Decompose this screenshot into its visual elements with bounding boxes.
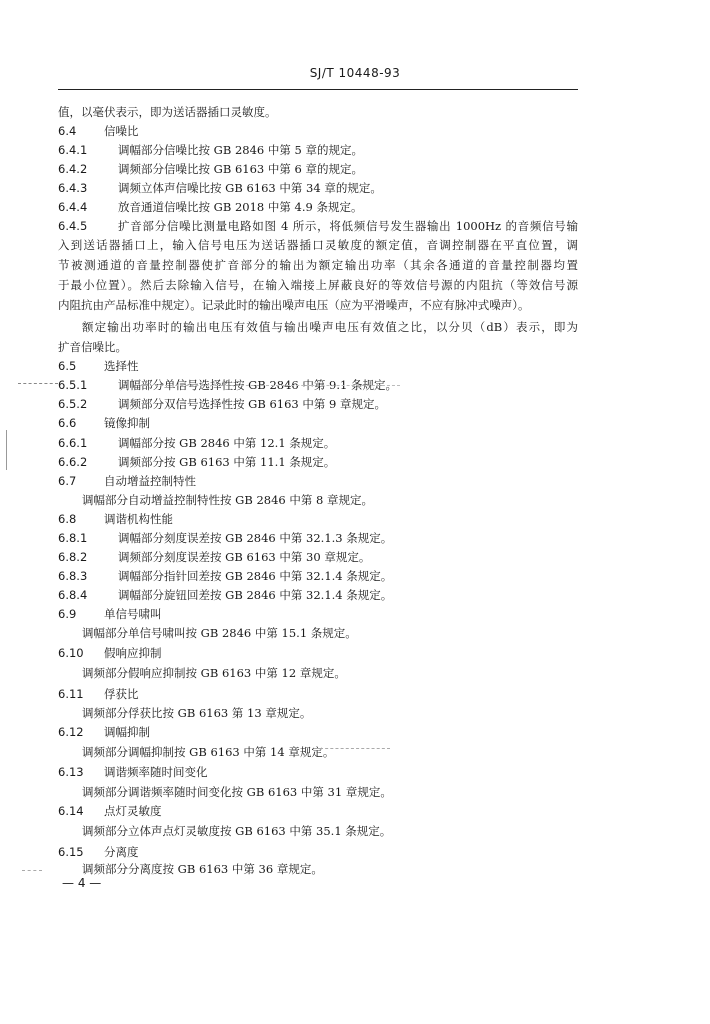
clause-text: 调频部分假响应抑制按 GB 6163 中第 12 章规定。 bbox=[82, 666, 346, 680]
section-heading bbox=[58, 687, 139, 701]
clause bbox=[58, 569, 392, 583]
clause-text: 单信号啸叫 bbox=[104, 607, 162, 621]
clause-text: 调频部分调谐频率随时间变化按 GB 6163 中第 31 章规定。 bbox=[82, 785, 392, 799]
scan-artifact bbox=[140, 385, 400, 386]
clause-number: 6.5 bbox=[58, 359, 77, 373]
clause-number: 6.8.3 bbox=[58, 569, 88, 583]
paragraph-line bbox=[82, 706, 311, 720]
clause-text: 调幅部分自动增益控制特性按 GB 2846 中第 8 章规定。 bbox=[82, 493, 373, 507]
section-heading bbox=[58, 512, 173, 526]
clause-text: 调幅部分按 GB 2846 中第 12.1 条规定。 bbox=[118, 436, 336, 450]
clause bbox=[58, 455, 335, 469]
clause-number: 6.6.2 bbox=[58, 455, 88, 469]
clause-number: 6.7 bbox=[58, 474, 77, 488]
clause-text: 假响应抑制 bbox=[104, 646, 162, 660]
paragraph-line bbox=[82, 666, 346, 680]
paragraph-line bbox=[58, 298, 530, 312]
clause-number: 6.4.2 bbox=[58, 162, 88, 176]
clause bbox=[58, 200, 362, 214]
scan-artifact bbox=[22, 870, 42, 871]
clause bbox=[58, 436, 335, 450]
header-rule bbox=[58, 89, 578, 90]
paragraph-line bbox=[82, 745, 334, 759]
clause-text: 扩音部分信噪比测量电路如图 4 所示，将低频信号发生器输出 1000Hz 的音频信号输 bbox=[118, 219, 578, 233]
clause-text: 自动增益控制特性 bbox=[104, 474, 196, 488]
clause-text: 俘获比 bbox=[104, 687, 139, 701]
clause-number: 6.13 bbox=[58, 765, 84, 779]
clause-text: 调幅部分单信号啸叫按 GB 2846 中第 15.1 条规定。 bbox=[82, 626, 357, 640]
clause-text: 调幅部分旋钮回差按 GB 2846 中第 32.1.4 条规定。 bbox=[118, 588, 393, 602]
clause-text: 调幅部分指针回差按 GB 2846 中第 32.1.4 条规定。 bbox=[118, 569, 393, 583]
clause-number: 6.14 bbox=[58, 804, 84, 818]
clause-text: 调频立体声信噪比按 GB 6163 中第 34 章的规定。 bbox=[118, 181, 382, 195]
scan-artifact bbox=[18, 383, 58, 384]
clause-number: 6.9 bbox=[58, 607, 77, 621]
clause-text: 调频部分调幅抑制按 GB 6163 中第 14 章规定。 bbox=[82, 745, 335, 759]
clause-text: 调频部分双信号选择性按 GB 6163 中第 9 章规定。 bbox=[118, 397, 386, 411]
clause-text: 调频部分刻度误差按 GB 6163 中第 30 章规定。 bbox=[118, 550, 371, 564]
clause-text: 信噪比 bbox=[104, 124, 139, 138]
section-heading bbox=[58, 845, 139, 859]
clause-number: 6.10 bbox=[58, 646, 84, 660]
clause-number: 6.4.3 bbox=[58, 181, 88, 195]
clause-text: 值，以毫伏表示，即为送话器插口灵敏度。 bbox=[58, 105, 277, 119]
clause-number: 6.4.1 bbox=[58, 143, 88, 157]
clause-text: 调幅抑制 bbox=[104, 725, 150, 739]
section-heading bbox=[58, 359, 139, 373]
clause-text: 选择性 bbox=[104, 359, 139, 373]
clause-number: 6.6.1 bbox=[58, 436, 88, 450]
clause-text: 扩音信噪比。 bbox=[58, 340, 127, 354]
clause-text: 入到送话器插口上，输入信号电压为送话器插口灵敏度的额定值，音调控制器在平直位置，调 bbox=[58, 238, 578, 252]
paragraph-line bbox=[82, 785, 392, 799]
clause-text: 调频部分按 GB 6163 中第 11.1 条规定。 bbox=[118, 455, 336, 469]
paragraph-line bbox=[58, 340, 127, 354]
paragraph-line bbox=[82, 320, 578, 334]
section-heading bbox=[58, 765, 208, 779]
clause-number: 6.8.2 bbox=[58, 550, 88, 564]
clause-text: 调幅部分信噪比按 GB 2846 中第 5 章的规定。 bbox=[118, 143, 363, 157]
section-heading bbox=[58, 416, 150, 430]
clause bbox=[58, 162, 363, 176]
clause bbox=[58, 143, 363, 157]
page-header: SJ/T 10448-93 bbox=[309, 66, 401, 80]
clause-text: 调幅部分刻度误差按 GB 2846 中第 32.1.3 条规定。 bbox=[118, 531, 393, 545]
paragraph-line bbox=[82, 824, 391, 838]
clause-number: 6.11 bbox=[58, 687, 84, 701]
clause-text: 点灯灵敏度 bbox=[104, 804, 162, 818]
clause-number: 6.8 bbox=[58, 512, 77, 526]
clause-text: 调频部分信噪比按 GB 6163 中第 6 章的规定。 bbox=[118, 162, 363, 176]
clause-text: 调谐机构性能 bbox=[104, 512, 173, 526]
clause bbox=[58, 531, 392, 545]
clause-number: 6.4 bbox=[58, 124, 77, 138]
clause-text: 调谐频率随时间变化 bbox=[104, 765, 208, 779]
clause-text: 调频部分立体声点灯灵敏度按 GB 6163 中第 35.1 条规定。 bbox=[82, 824, 392, 838]
clause-text: 分离度 bbox=[104, 845, 139, 859]
clause-text: 于最小位置）。然后去除输入信号，在输入端接上屏蔽良好的等效信号源的内阻抗（等效信号源 bbox=[58, 278, 578, 292]
clause bbox=[58, 181, 382, 195]
page-number: — 4 — bbox=[62, 876, 102, 890]
paragraph-line bbox=[58, 105, 277, 119]
paragraph-line bbox=[82, 626, 357, 640]
clause bbox=[58, 588, 392, 602]
section-heading bbox=[58, 725, 150, 739]
section-heading bbox=[58, 124, 139, 138]
clause-number: 6.6 bbox=[58, 416, 77, 430]
clause bbox=[58, 397, 386, 411]
clause bbox=[58, 219, 578, 233]
clause-number: 6.8.4 bbox=[58, 588, 88, 602]
section-heading bbox=[58, 646, 162, 660]
section-heading bbox=[58, 804, 162, 818]
section-heading bbox=[58, 474, 196, 488]
clause bbox=[58, 550, 370, 564]
clause-text: 调幅部分单信号选择性按 GB 2846 中第 9.1 条规定。 bbox=[118, 378, 397, 392]
clause-text: 内阻抗由产品标准中规定）。记录此时的输出噪声电压（应为平滑噪声，不应有脉冲式噪声）。 bbox=[58, 298, 530, 312]
clause-number: 6.15 bbox=[58, 845, 84, 859]
clause-text: 镜像抑制 bbox=[104, 416, 150, 430]
clause-number: 6.4.5 bbox=[58, 219, 88, 233]
clause-text: 调频部分俘获比按 GB 6163 第 13 章规定。 bbox=[82, 706, 312, 720]
clause-number: 6.5.2 bbox=[58, 397, 88, 411]
scan-artifact bbox=[6, 430, 7, 470]
paragraph-line bbox=[58, 258, 578, 272]
section-heading bbox=[58, 607, 162, 621]
paragraph-line bbox=[58, 238, 578, 252]
scan-artifact bbox=[320, 748, 390, 749]
paragraph-line bbox=[82, 862, 323, 876]
paragraph-line bbox=[58, 278, 578, 292]
clause-number: 6.5.1 bbox=[58, 378, 88, 392]
clause-text: 放音通道信噪比按 GB 2018 中第 4.9 条规定。 bbox=[118, 200, 363, 214]
clause-number: 6.8.1 bbox=[58, 531, 88, 545]
clause-text: 节被测通道的音量控制器使扩音部分的输出为额定输出功率（其余各通道的音量控制器均置 bbox=[58, 258, 578, 272]
clause-number: 6.12 bbox=[58, 725, 84, 739]
clause-text: 额定输出功率时的输出电压有效值与输出噪声电压有效值之比，以分贝（dB）表示，即为 bbox=[82, 320, 578, 334]
clause-number: 6.4.4 bbox=[58, 200, 88, 214]
clause-text: 调频部分分离度按 GB 6163 中第 36 章规定。 bbox=[82, 862, 323, 876]
paragraph-line bbox=[82, 493, 373, 507]
